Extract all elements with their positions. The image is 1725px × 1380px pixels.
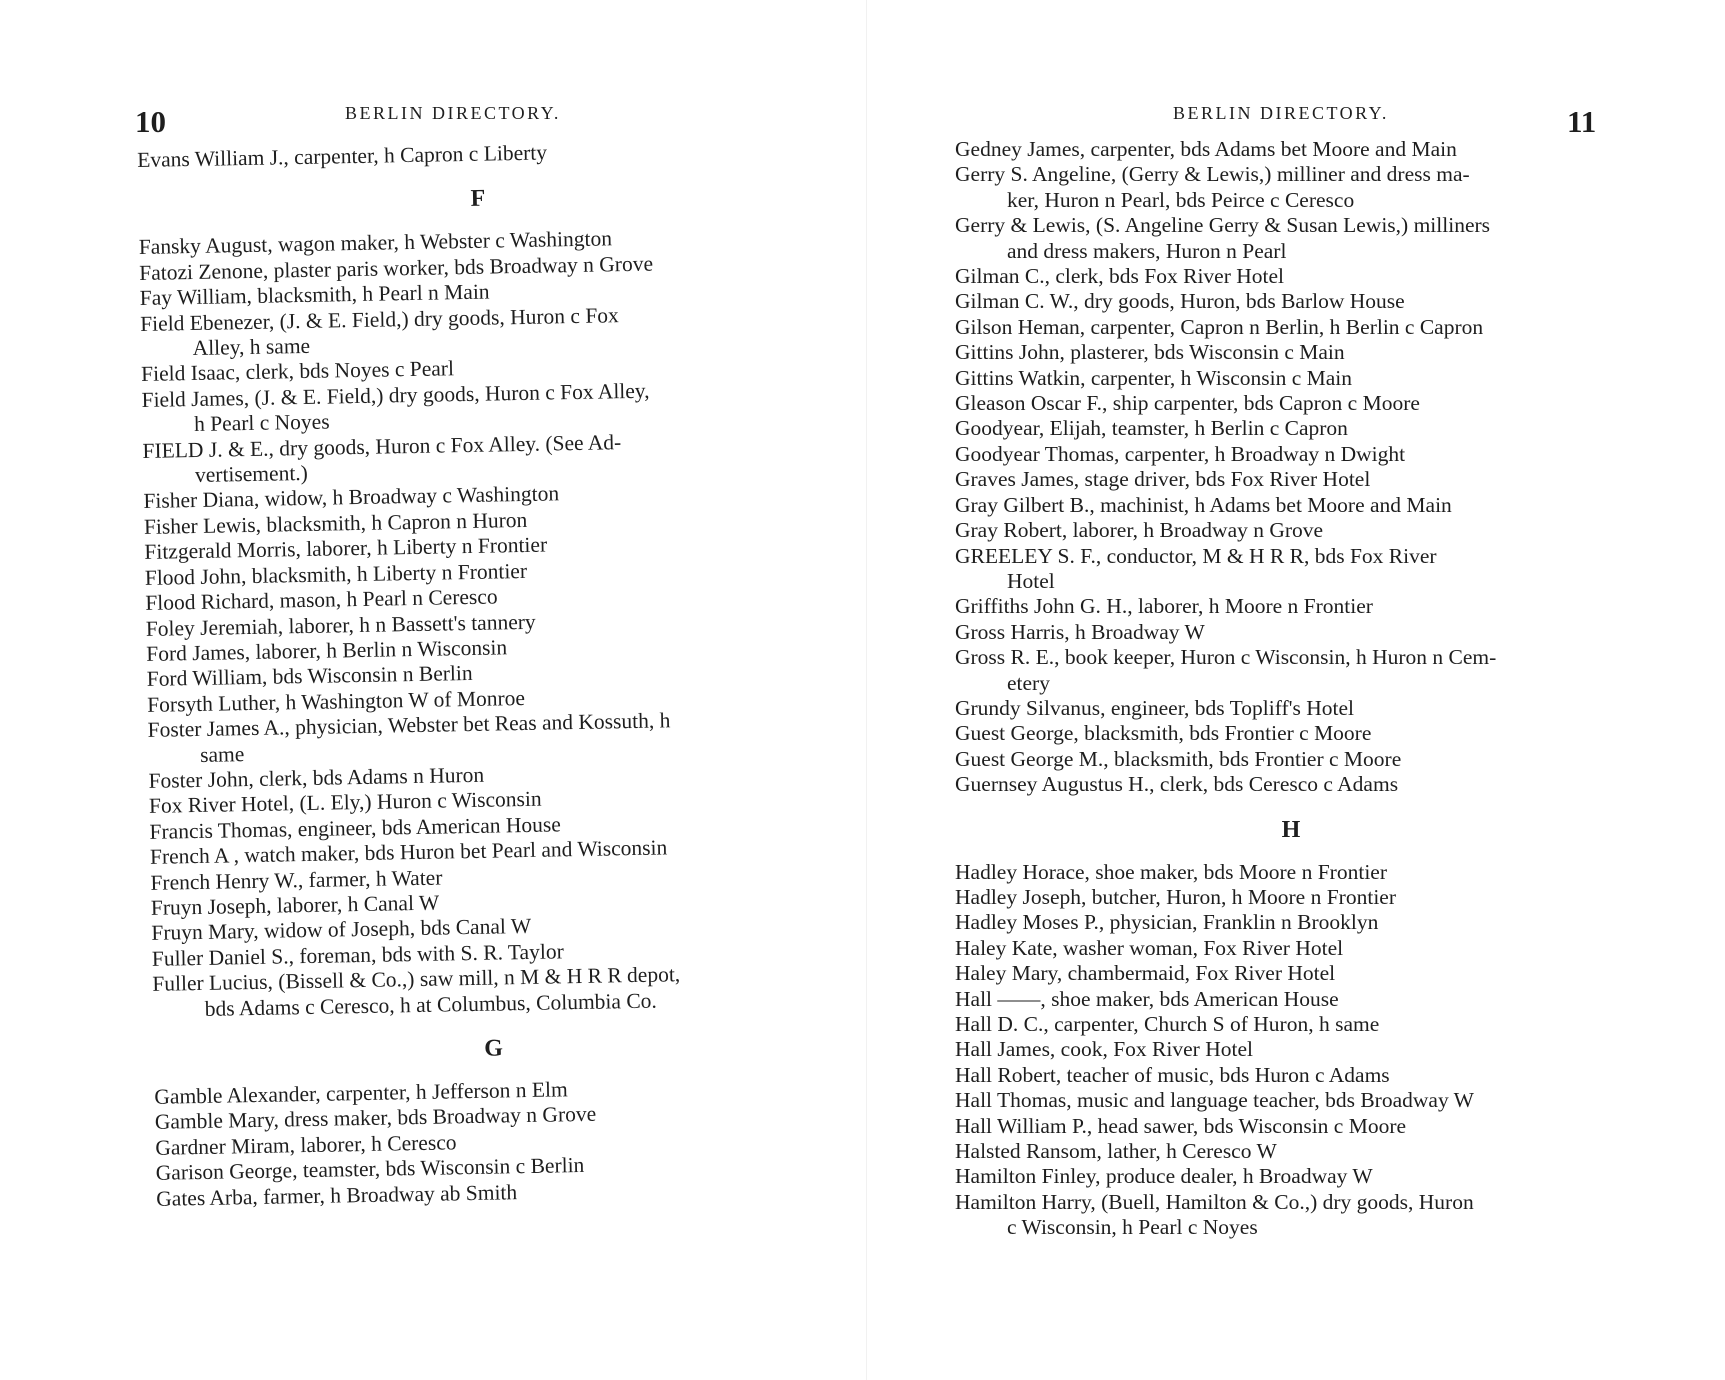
entry-line: Guernsey Augustus H., clerk, bds Ceresco c Adams [955,772,1399,797]
entry-line: Ford William, bds Wisconsin n Berlin [146,661,473,692]
entry-continuation-line: c Wisconsin, h Pearl c Noyes [1007,1215,1258,1240]
entry-line: Gittins John, plasterer, bds Wisconsin c Main [955,340,1345,365]
entry-line: Ford James, laborer, h Berlin n Wisconsin [146,635,508,666]
page-gutter [866,0,867,1380]
directory-listing [955,137,1627,1241]
entry-line: Forsyth Luther, h Washington W of Monroe [146,685,526,717]
directory-entry [955,987,1627,1012]
entry-line: Hamilton Finley, produce dealer, h Broadway W [955,1164,1373,1189]
entry-continuation-line: Hotel [1007,568,1055,593]
entry-continuation-line: etery [1007,670,1050,695]
directory-entry [955,1139,1627,1164]
entry-line: Haley Mary, chambermaid, Fox River Hotel [955,961,1336,986]
directory-entry [955,264,1627,289]
entry-line: Francis Thomas, engineer, bds American House [149,812,562,844]
entry-line: Gedney James, carpenter, bds Adams bet Moore and Main [955,137,1457,161]
entry-line: Fruyn Mary, widow of Joseph, bds Canal W [151,914,532,946]
directory-entry [955,518,1627,543]
directory-entry [955,137,1627,162]
directory-entry [955,1088,1627,1113]
entry-line: Hall D. C., carpenter, Church S of Huron, h same [955,1012,1380,1036]
directory-entry [955,416,1627,441]
left-page [0,0,862,1380]
directory-entry [955,860,1627,885]
entry-line: Fitzgerald Morris, laborer, h Liberty n Frontier [144,532,548,565]
directory-entry [955,1164,1627,1189]
page-number: 11 [1567,104,1597,139]
right-page [870,0,1725,1380]
section-letter-heading: G [483,1035,504,1062]
entry-line: Gray Gilbert B., machinist, h Adams bet Moore and Main [955,492,1452,517]
entry-line: Guest George M., blacksmith, bds Frontier c Moore [955,746,1402,771]
directory-entry [955,1190,1627,1241]
entry-continuation-line: vertisement.) [194,460,309,488]
entry-line: Hadley Horace, shoe maker, bds Moore n Frontier [955,859,1387,884]
directory-entry [955,493,1627,518]
directory-entry [955,721,1627,746]
directory-entry [955,1012,1627,1037]
entry-line: Hall William P., head sawer, bds Wisconsin c Moore [955,1113,1407,1138]
directory-entry [955,936,1627,961]
entry-line: Fisher Lewis, blacksmith, h Capron n Huron [143,507,528,539]
entry-line: Grundy Silvanus, engineer, bds Topliff's Hotel [955,695,1355,720]
entry-line: Hall James, cook, Fox River Hotel [955,1037,1253,1062]
directory-entry [955,885,1627,910]
entry-line: Gittins Watkin, carpenter, h Wisconsin c Main [955,365,1353,390]
entry-line: Goodyear, Elijah, teamster, h Berlin c Capron [955,416,1348,441]
entry-line: Field James, (J. & E. Field,) dry goods, Huron c Fox Alley, [141,378,650,412]
entry-line: Fox River Hotel, (L. Ely,) Huron c Wisconsin [148,787,542,819]
running-head: BERLIN DIRECTORY. [1173,103,1389,123]
directory-entry [137,136,817,174]
entry-line: GREELEY S. F., conductor, M & H R R, bds Fox River [955,543,1437,568]
entry-line: Field Isaac, clerk, bds Noyes c Pearl [140,356,455,387]
directory-entry [955,1037,1627,1062]
entry-continuation-line: Alley, h same [192,333,311,361]
entry-line: Hadley Joseph, butcher, Huron, h Moore n Frontier [955,884,1396,909]
entry-line: Gilman C., clerk, bds Fox River Hotel [955,264,1285,289]
directory-entry [955,594,1627,619]
entry-line: Gerry S. Angeline, (Gerry & Lewis,) milliner and dress ma- [955,162,1470,187]
entry-line: Goodyear Thomas, carpenter, h Broadway n Dwight [955,441,1406,466]
entry-line: Gamble Alexander, carpenter, h Jefferson n Elm [154,1077,568,1109]
directory-entry [955,467,1627,492]
entry-line: Griffiths John G. H., laborer, h Moore n Frontier [955,594,1373,619]
directory-entry [955,366,1627,391]
directory-entry [955,1063,1627,1088]
entry-line: Gardner Miram, laborer, h Ceresco [155,1130,457,1160]
entry-line: Gilman C. W., dry goods, Huron, bds Barlow House [955,289,1405,314]
entry-line: Flood John, blacksmith, h Liberty n Frontier [144,558,528,590]
entry-line: Guest George, blacksmith, bds Frontier c Moore [955,721,1372,746]
entry-line: Field Ebenezer, (J. & E. Field,) dry goods, Huron c Fox [139,302,619,336]
entry-line: Hall ——, shoe maker, bds American House [955,986,1339,1011]
entry-line: Evans William J., carpenter, h Capron c Liberty [137,140,548,172]
directory-entry [955,747,1627,772]
entry-line: Gray Robert, laborer, h Broadway n Grove [955,518,1324,543]
entry-line: Halsted Ransom, lather, h Ceresco W [955,1139,1277,1164]
directory-entry [955,910,1627,935]
entry-continuation-line: and dress makers, Huron n Pearl [1007,238,1287,263]
page-number: 10 [135,104,166,139]
directory-entry [955,1114,1627,1139]
entry-line: Flood Richard, mason, h Pearl n Ceresco [145,584,498,616]
entry-line: Foster John, clerk, bds Adams n Huron [148,762,485,793]
entry-line: Foley Jeremiah, laborer, h n Bassett's tannery [145,609,536,641]
entry-line: Graves James, stage driver, bds Fox River Hotel [955,467,1371,492]
entry-line: Hall Robert, teacher of music, bds Huron c Adams [955,1062,1390,1087]
entry-line: Foster James A., physician, Webster bet Reas and Kossuth, h [147,708,671,743]
running-head: BERLIN DIRECTORY. [345,103,561,123]
directory-entry [955,289,1627,314]
entry-line: Fisher Diana, widow, h Broadway c Washington [143,481,560,514]
directory-entry [955,620,1627,645]
entry-line: Gross Harris, h Broadway W [955,619,1205,644]
directory-listing [137,136,836,1212]
entry-line: Gates Arba, farmer, h Broadway ab Smith [156,1179,518,1211]
entry-line: Hadley Moses P., physician, Franklin n Brooklyn [955,910,1379,935]
directory-entry [955,772,1627,797]
entry-line: Fruyn Joseph, laborer, h Canal W [150,890,440,920]
entry-line: Fansky August, wagon maker, h Webster c Washington [138,226,613,260]
entry-line: Hamilton Harry, (Buell, Hamilton & Co.,) dry goods, Huron [955,1189,1474,1214]
entry-continuation-line: bds Adams c Ceresco, h at Columbus, Columbia Co. [204,988,658,1021]
section-letter-heading: H [1281,816,1301,843]
directory-entry [955,961,1627,986]
entry-line: Fuller Lucius, (Bissell & Co.,) saw mill, n M & H R R depot, [152,962,681,997]
entry-line: FIELD J. & E., dry goods, Huron c Fox Alley. (See Ad- [142,429,622,463]
directory-entry [955,340,1627,365]
directory-entry [955,162,1627,213]
entry-continuation-line: h Pearl c Noyes [193,409,330,437]
directory-entry [955,442,1627,467]
directory-entry [955,544,1627,595]
entry-line: Garison George, teamster, bds Wisconsin c Berlin [155,1153,585,1186]
entry-line: Hall Thomas, music and language teacher, bds Broadway W [955,1088,1474,1113]
entry-continuation-line: same [199,741,245,767]
entry-line: Gleason Oscar F., ship carpenter, bds Capron c Moore [955,391,1420,416]
directory-entry [955,645,1627,696]
directory-entry [955,213,1627,264]
entry-line: Gerry & Lewis, (S. Angeline Gerry & Susan Lewis,) milliners [955,213,1491,238]
entry-line: French A , watch maker, bds Huron bet Pearl and Wisconsin [149,835,668,870]
entry-line: French Henry W., farmer, h Water [150,865,443,895]
entry-continuation-line: ker, Huron n Pearl, bds Peirce c Ceresco [1007,187,1355,212]
entry-line: Gilson Heman, carpenter, Capron n Berlin, h Berlin c Capron [955,314,1484,339]
directory-entry [955,391,1627,416]
section-letter-heading: F [470,186,486,213]
entry-line: Fatozi Zenone, plaster paris worker, bds Broadway n Grove [139,251,654,285]
entry-line: Haley Kate, washer woman, Fox River Hotel [955,935,1344,960]
entry-line: Gross R. E., book keeper, Huron c Wisconsin, h Huron n Cem- [955,645,1497,670]
entry-line: Fay William, blacksmith, h Pearl n Main [139,279,490,311]
directory-entry [955,696,1627,721]
entry-line: Fuller Daniel S., foreman, bds with S. R. Taylor [151,939,564,971]
directory-entry [955,315,1627,340]
entry-line: Gamble Mary, dress maker, bds Broadway n Grove [154,1102,597,1135]
